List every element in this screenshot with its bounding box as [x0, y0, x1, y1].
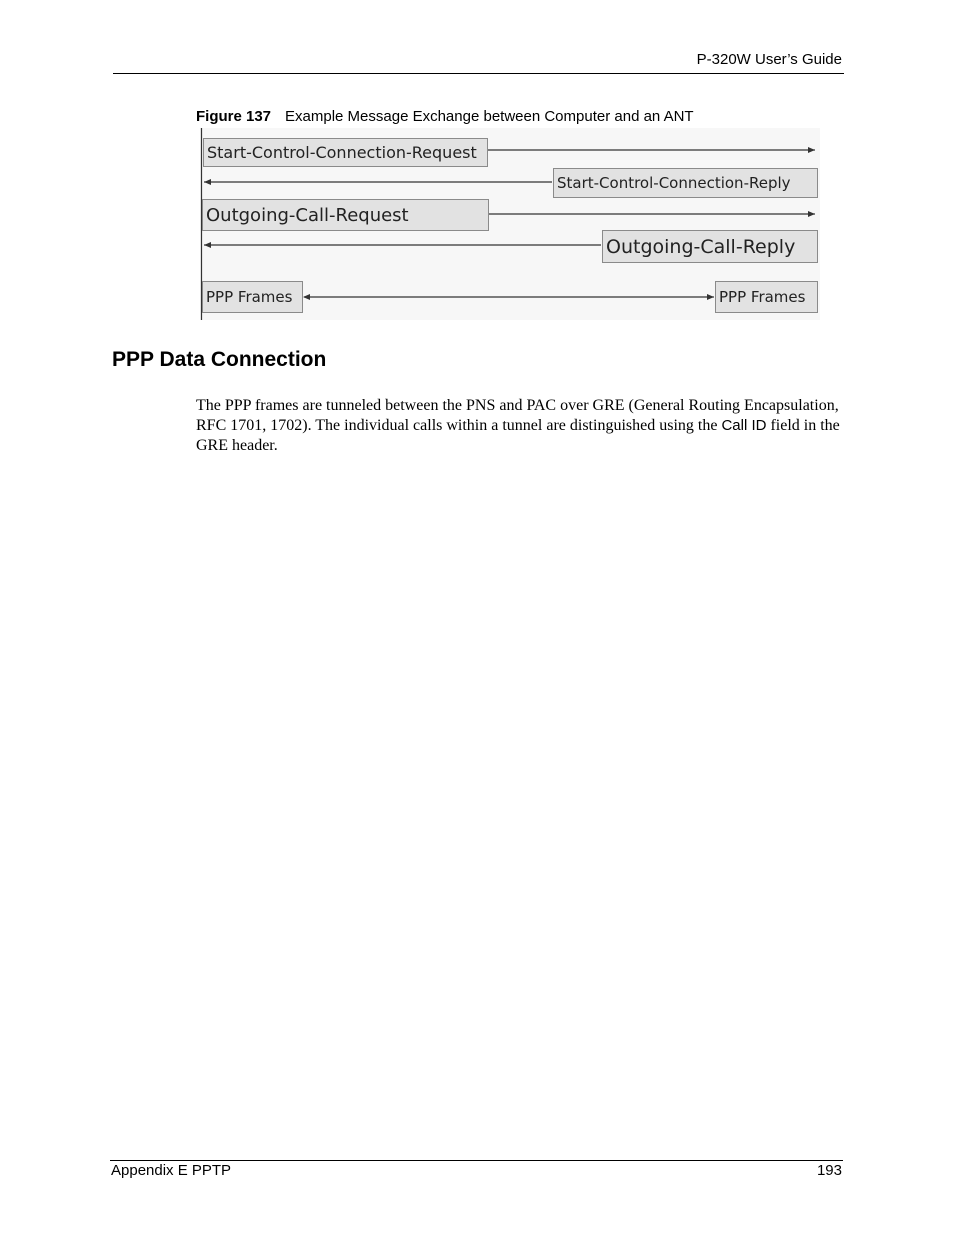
section-heading: PPP Data Connection — [112, 348, 327, 371]
msg-outgoing-call-reply: Outgoing-Call-Reply — [602, 230, 818, 263]
footer-rule — [110, 1160, 843, 1161]
paragraph-text-2: field in the GRE header. — [196, 417, 840, 454]
footer-chapter: Appendix E PPTP — [111, 1162, 232, 1179]
running-header-title: P-320W User’s Guide — [696, 51, 842, 68]
figure-caption — [196, 108, 694, 125]
figure-number: Figure 137 — [196, 108, 272, 125]
msg-start-control-connection-request: Start-Control-Connection-Request — [203, 138, 488, 167]
footer-page-number: 193 — [816, 1162, 842, 1179]
body-paragraph — [196, 396, 844, 456]
header-rule — [113, 73, 844, 74]
msg-start-control-connection-reply: Start-Control-Connection-Reply — [553, 168, 818, 198]
call-id-term: Call ID — [721, 417, 767, 434]
msg-outgoing-call-request: Outgoing-Call-Request — [202, 199, 489, 231]
msg-ppp-frames-left: PPP Frames — [202, 281, 303, 313]
msg-ppp-frames-right: PPP Frames — [715, 281, 818, 313]
message-exchange-diagram — [200, 128, 820, 320]
figure-title: Example Message Exchange between Computer and an ANT — [285, 108, 694, 125]
paragraph-text-1: The PPP frames are tunneled between the PNS and PAC over GRE (General Routing Encapsulation, RFC 1701, 1702). The individual calls within a tunnel are distinguished using the — [196, 397, 839, 434]
